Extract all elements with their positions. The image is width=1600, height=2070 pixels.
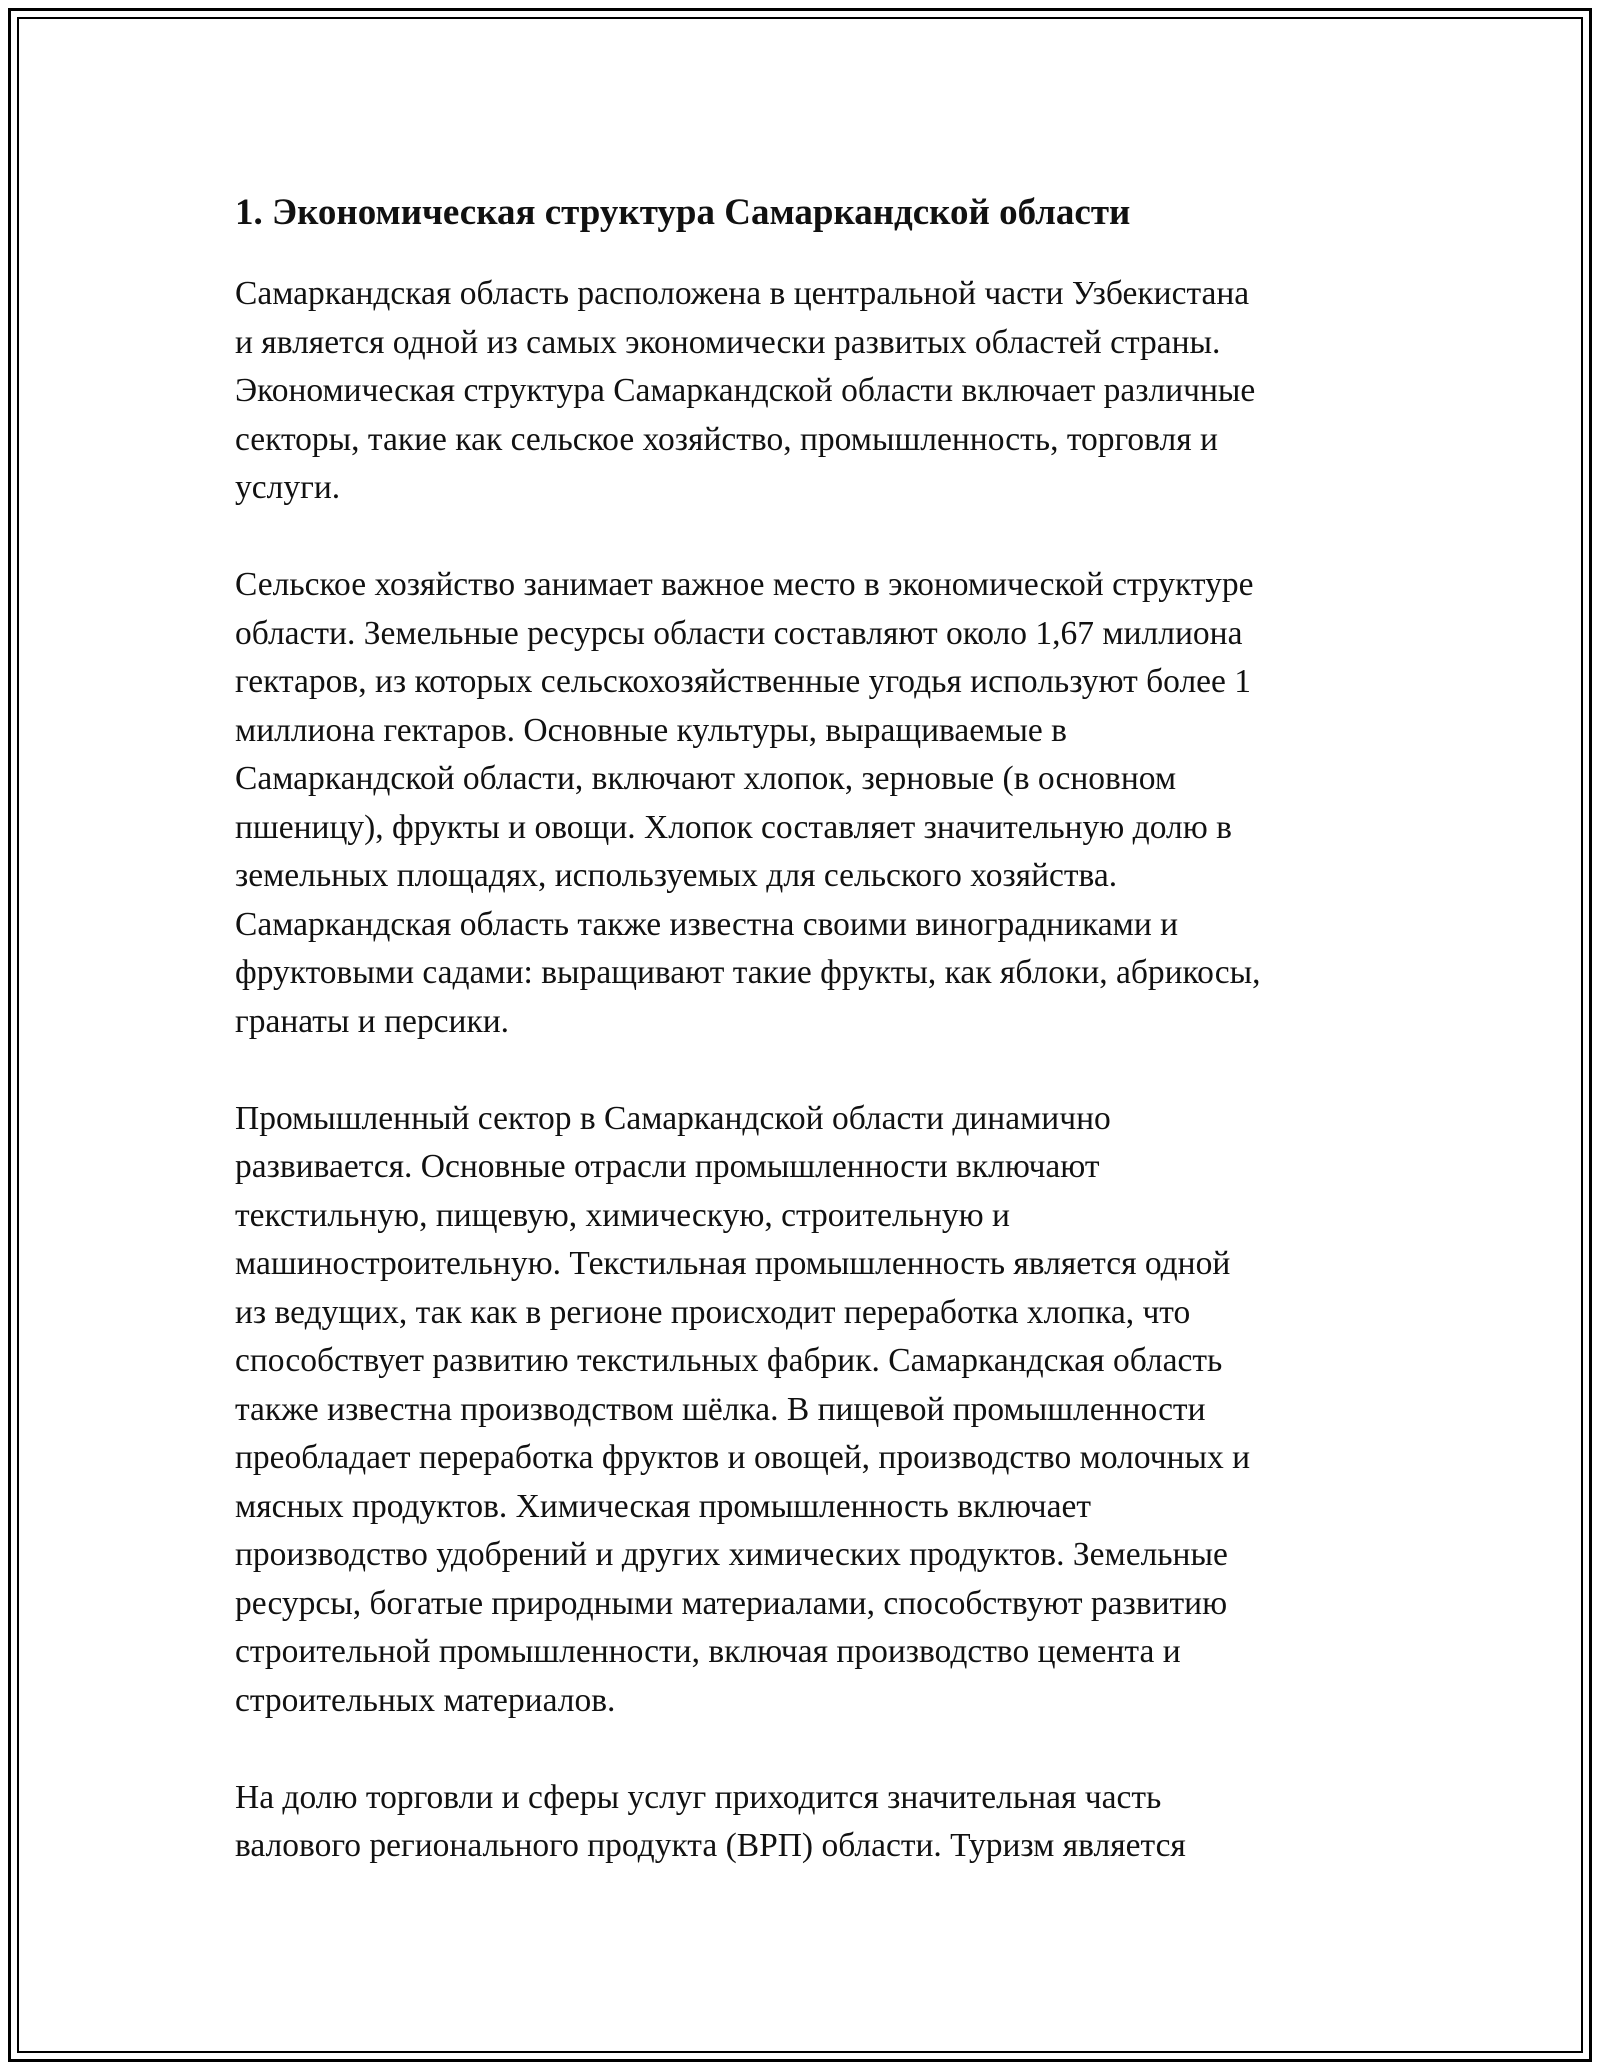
text-line: мясных продуктов. Химическая промышленность включает xyxy=(235,1487,1092,1525)
text-line: валового регионального продукта (ВРП) области. Туризм является xyxy=(235,1827,1186,1864)
text-line: миллиона гектаров. Основные культуры, выращиваемые в xyxy=(235,711,1067,749)
text-line: Сельское хозяйство занимает важное место в экономической структуре xyxy=(235,566,1254,603)
text-line: гранаты и персики. xyxy=(235,1002,510,1040)
text-line: из ведущих, так как в регионе происходит переработка хлопка, что xyxy=(235,1293,1191,1331)
paragraph-agriculture xyxy=(235,561,1375,1046)
text-line: развивается. Основные отрасли промышленности включают xyxy=(235,1148,1100,1185)
text-line: строительной промышленности, включая производство цемента и xyxy=(235,1633,1181,1670)
text-line: земельных площадях, используемых для сельского хозяйства. xyxy=(235,857,1118,894)
text-line: Промышленный сектор в Самаркандской области динамично xyxy=(235,1099,1111,1137)
text-line: области. Земельные ресурсы области составляют около 1,67 миллиона xyxy=(235,614,1243,652)
text-line: фруктовыми садами: выращивают такие фрукты, как яблоки, абрикосы, xyxy=(235,954,1261,991)
text-line: услуги. xyxy=(235,469,341,506)
text-line: На долю торговли и сферы услуг приходится значительная часть xyxy=(235,1778,1162,1816)
text-line: ресурсы, богатые природными материалами, способствуют развитию xyxy=(235,1584,1228,1622)
text-line: текстильную, пищевую, химическую, строительную и xyxy=(235,1196,1010,1234)
document-body xyxy=(235,188,1375,1919)
paragraph-trade-services xyxy=(235,1774,1375,1871)
paragraph-intro xyxy=(235,270,1375,513)
text-line: пшеницу), фрукты и овощи. Хлопок составляет значительную долю в xyxy=(235,808,1232,846)
text-line: способствует развитию текстильных фабрик. Самаркандская область xyxy=(235,1342,1223,1379)
text-line: Экономическая структура Самаркандской области включает различные xyxy=(235,372,1256,409)
text-line: секторы, такие как сельское хозяйство, промышленность, торговля и xyxy=(235,420,1218,458)
text-line: Самаркандская область также известна своими виноградниками и xyxy=(235,905,1179,943)
section-heading: 1. Экономическая структура Самаркандской области xyxy=(235,192,1131,233)
paragraph-industry xyxy=(235,1095,1375,1726)
text-line: Самаркандская область расположена в центральной части Узбекистана xyxy=(235,275,1250,312)
text-line: также известна производством шёлка. В пищевой промышленности xyxy=(235,1390,1206,1428)
text-line: производство удобрений и других химических продуктов. Земельные xyxy=(235,1536,1228,1573)
text-line: и является одной из самых экономически развитых областей страны. xyxy=(235,323,1221,361)
text-line: машиностроительную. Текстильная промышленность является одной xyxy=(235,1245,1231,1282)
text-line: строительных материалов. xyxy=(235,1681,616,1719)
text-line: Самаркандской области, включают хлопок, зерновые (в основном xyxy=(235,760,1177,797)
text-line: гектаров, из которых сельскохозяйственные угодья используют более 1 xyxy=(235,663,1252,700)
text-line: преобладает переработка фруктов и овощей, производство молочных и xyxy=(235,1439,1251,1476)
